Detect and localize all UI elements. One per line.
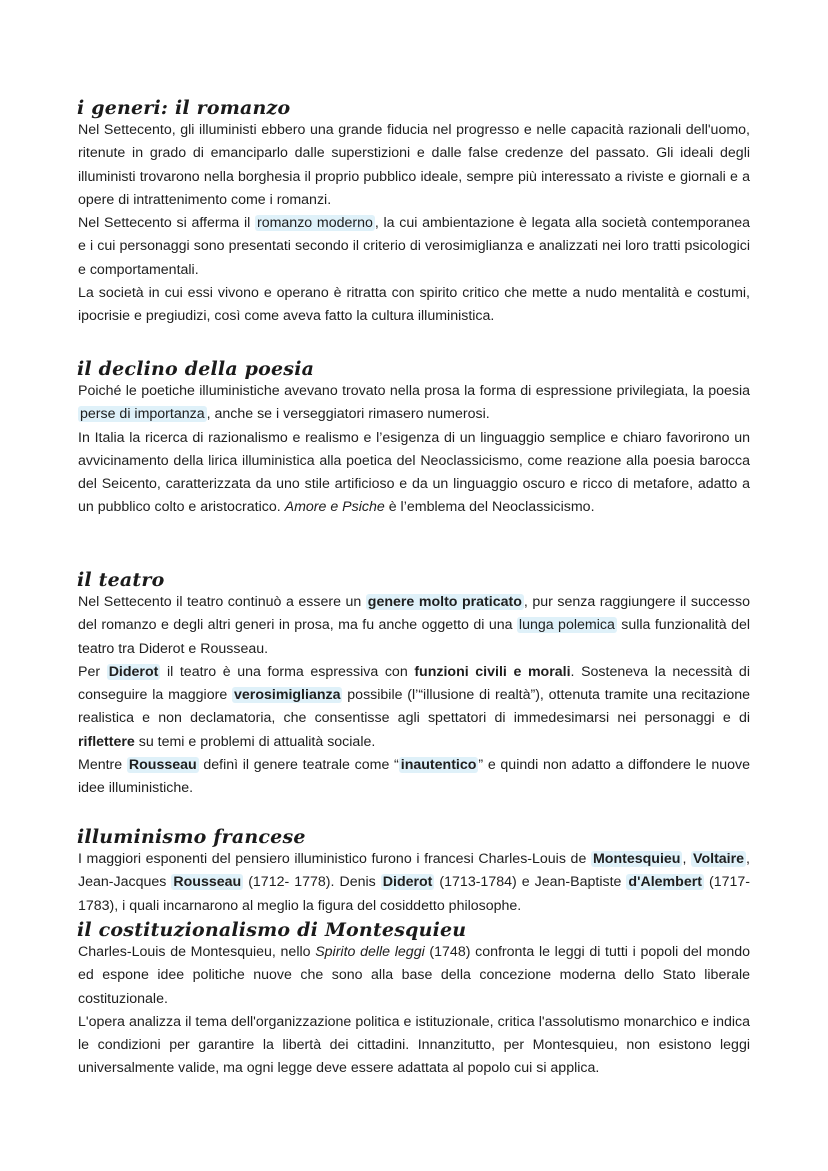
section-montesquieu: [78, 919, 750, 1081]
highlight: romanzo moderno: [256, 215, 373, 232]
highlight: Voltaire: [693, 851, 745, 867]
section-heading: i generi: il romanzo: [76, 97, 294, 119]
section-romanzo: [78, 97, 750, 329]
section-illuminismo: [78, 826, 750, 918]
highlight: lunga polemica: [518, 617, 615, 634]
paragraph: Nel Settecento, gli illuministi ebbero una grande fiducia nel progresso e nelle capacità razionali dell'uomo, ritenute in grado di emanciparlo dalle superstizioni e dalle false credenze del passato. Gli ideali degli illuministi trovarono nella borghesia il proprio pubblico ideale, sempre più interessato a riviste e giornali e a opere di intrattenimento come i romanzi.: [78, 122, 750, 208]
section-heading: il teatro: [76, 569, 169, 591]
book-title: Amore e Psiche: [284, 499, 385, 516]
paragraph: Per Diderot il teatro è una forma espressiva con funzioni civili e morali. Sosteneva la necessità di conseguire la maggiore verosimiglianza possibile (l’“illusione di realtà”), ottenuta tramite una recitazione realistica e non declamatoria, che consentisse agli spettatori di immedesimarsi nei personaggi e di riflettere su temi e problemi di attualità sociale.: [78, 663, 751, 750]
paragraph: Nel Settecento si afferma il romanzo moderno , la cui ambientazione è legata alla società contemporanea e i cui personaggi sono presentati secondo il criterio di verosimiglianza e analizzati nei loro tratti psicologici e comportamentali.: [78, 215, 750, 278]
paragraph: Charles-Louis de Montesquieu, nello Spirito delle leggi (1748) confronta le leggi di tutti i popoli del mondo ed espone idee politiche nuove che sono alla base della concezione moderna dello Stato liberale costituzionale.: [78, 944, 750, 1007]
highlight: d'Alembert: [628, 874, 702, 891]
paragraph: La società in cui essi vivono e operano è ritratta con spirito critico che mette a nudo mentalità e costumi, ipocrisie e pregiudizi, così come aveva fatto la cultura illuministica.: [78, 285, 750, 325]
highlight: perse di importanza: [80, 406, 205, 423]
bold-text: riflettere: [78, 733, 135, 750]
highlight: Rousseau: [128, 757, 197, 774]
bold-text: funzioni civili e morali: [414, 663, 571, 680]
book-title: Spirito delle leggi: [315, 944, 425, 960]
highlight: Diderot: [382, 874, 433, 891]
paragraph: I maggiori esponenti del pensiero illuministico furono i francesi Charles-Louis de Montesquieu , Voltaire , Jean-Jacques Rousseau (1712- 1778). Denis Diderot (1713-1784) e Jean-Baptiste d'Alembert (1717- 1783), i quali incarnarono al meglio la figura del cosiddetto philosophe.: [78, 851, 750, 914]
paragraph: In Italia la ricerca di razionalismo e realismo e l’esigenza di un linguaggio semplice e chiaro favorirono un avvicinamento della lirica illuministica alla poetica del Neoclassicismo, come reazione alla poesia barocca del Seicento, caratterizzata da uno stile artificioso e da un linguaggio oscuro e ricco di metafore, adatto a un pubblico colto e aristocratico. Amore e Psiche è l’emblema del Neoclassicismo.: [78, 429, 750, 516]
paragraph: Mentre Rousseau definì il genere teatrale come “ inautentico ” e quindi non adatto a diffondere le nuove idee illuministiche.: [78, 757, 750, 797]
highlight: Diderot: [108, 663, 159, 680]
section-heading: illuminismo francese: [76, 826, 310, 848]
section-heading: il declino della poesia: [76, 358, 318, 380]
section-teatro: [78, 569, 750, 801]
highlight: inautentico: [400, 757, 477, 774]
highlight: genere molto praticato: [367, 594, 522, 610]
paragraph: Poiché le poetiche illuministiche avevano trovato nella prosa la forma di espressione privilegiata, la poesia perse di importanza , anche se i verseggiatori rimasero numerosi.: [78, 383, 750, 423]
paragraph: L'opera analizza il tema dell'organizzazione politica e istituzionale, critica l'assolutismo monarchico e indica le condizioni per garantire la libertà dei cittadini. Innanzitutto, per Montesquieu, non esistono leggi universalmente valide, ma ogni legge deve essere adattata al popolo cui si applica.: [78, 1013, 750, 1077]
section-poesia: [78, 358, 750, 520]
highlight: Rousseau: [173, 874, 242, 891]
highlight: Montesquieu: [592, 851, 681, 867]
section-heading: il costituzionalismo di Montesquieu: [76, 919, 470, 941]
highlight: verosimiglianza: [234, 687, 341, 704]
paragraph: Nel Settecento il teatro continuò a essere un genere molto praticato , pur senza raggiungere il successo del romanzo e degli altri generi in prosa, ma fu anche oggetto di una lunga polemica sulla funzionalità del teatro tra Diderot e Rousseau.: [78, 594, 750, 657]
